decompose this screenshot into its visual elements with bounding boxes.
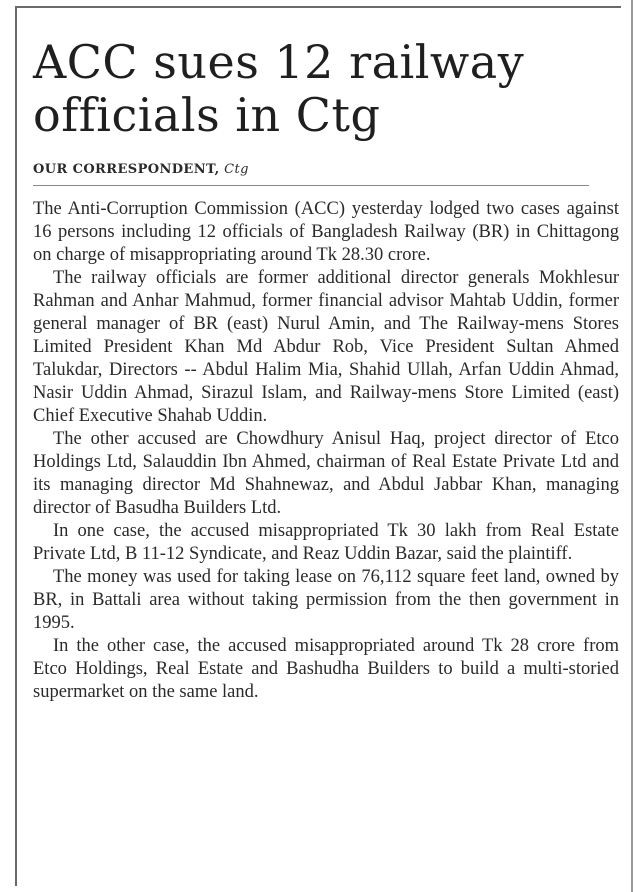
article-paragraph: The railway officials are former additional director generals Mokhlesur Rahman and Anhar Mahmud, former financial advisor Mahtab Uddin, former general manager of BR (east) Nurul Amin, and The Railway-mens Stores Limited President Khan Md Abdur Rob, Vice President Sultan Ahmed Talukdar, Directors -- Abdul Halim Mia, Shahid Ullah, Arfan Uddin Ahmad, Nasir Uddin Ahmad, Sirazul Islam, and Railway-mens Store Limited (east) Chief Executive Shahab Uddin. [33, 268, 619, 426]
article-body [33, 198, 619, 704]
byline-name: OUR CORRESPONDENT, [33, 162, 220, 177]
byline-place: Ctg [224, 162, 249, 177]
byline-divider [33, 185, 589, 186]
news-article [33, 36, 623, 704]
article-headline: ACC sues 12 railway officials in Ctg [33, 35, 525, 142]
article-paragraph: The Anti-Corruption Commission (ACC) yesterday lodged two cases against 16 persons including 12 officials of Bangladesh Railway (BR) in Chittagong on charge of misappropriating around Tk 28.30 crore. [33, 199, 619, 265]
article-paragraph: In the other case, the accused misappropriated around Tk 28 crore from Etco Holdings, Real Estate and Bashudha Builders to build a multi-storied supermarket on the same land. [33, 636, 619, 702]
column-rule-top [15, 6, 621, 8]
article-paragraph: In one case, the accused misappropriated Tk 30 lakh from Real Estate Private Ltd, B 11-12 Syndicate, and Reaz Uddin Bazar, said the plaintiff. [33, 521, 619, 564]
column-rule-left [15, 6, 17, 886]
article-paragraph: The other accused are Chowdhury Anisul Haq, project director of Etco Holdings Ltd, Salauddin Ibn Ahmed, chairman of Real Estate Private Ltd and its managing director Md Shahnewaz, and Abdul Jabbar Khan, managing director of Basudha Builders Ltd. [33, 429, 619, 518]
article-paragraph: The money was used for taking lease on 76,112 square feet land, owned by BR, in Battali area without taking permission from the then government in 1995. [33, 567, 619, 633]
article-byline [33, 162, 623, 177]
